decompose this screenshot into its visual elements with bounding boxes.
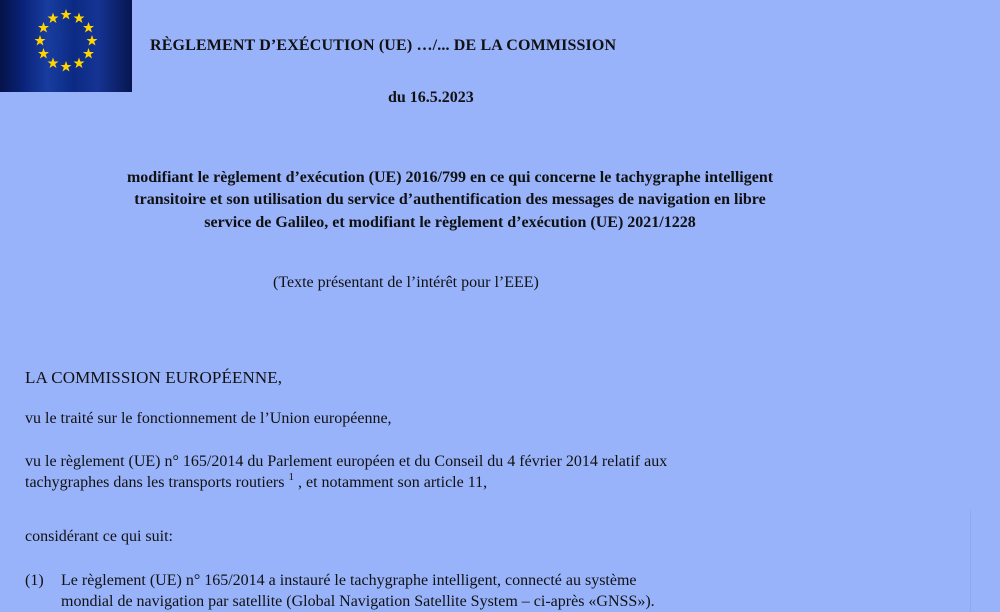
document-date: du 16.5.2023 [388,89,474,106]
footnote-marker: 1 [288,471,294,484]
recital-line-2: mondial de navigation par satellite (Global Navigation Satellite System – ci-après «GNSS»). [61,593,655,611]
document-subtitle [35,145,865,234]
recital-number: (1) [25,572,44,589]
regulation-line-2-prefix: tachygraphes dans les transports routiers [25,474,285,492]
regulation-line-2 [25,472,870,493]
treaty-reference: vu le traité sur le fonctionnement de l’Union européenne, [25,410,392,427]
commission-heading: LA COMMISSION EUROPÉENNE, [25,368,283,387]
subtitle-line-1: modifiant le règlement d’exécution (UE) 2016/799 en ce qui concerne le tachygraphe intelligent [126,169,774,187]
regulation-line-2-suffix: , et notamment son article 11, [297,474,488,492]
regulation-line-1: vu le règlement (UE) n° 165/2014 du Parlement européen et du Conseil du 4 février 2014 relatif aux [25,453,668,470]
page-edge-shadow [970,510,971,612]
subtitle-line-2: transitoire et son utilisation du service d’authentification des messages de navigation en libre [134,191,766,209]
eu-flag-graphic [0,0,132,92]
recital-text [61,570,841,612]
subtitle-line-3: service de Galileo, et modifiant le règlement d’exécution (UE) 2021/1228 [204,213,696,231]
eea-note: (Texte présentant de l’intérêt pour l’EEE) [273,274,539,291]
eu-flag-icon [0,0,132,92]
considering-heading: considérant ce qui suit: [25,528,173,545]
recital-line-1: Le règlement (UE) n° 165/2014 a instauré le tachygraphe intelligent, connecté au système [61,572,637,589]
document-title: RÈGLEMENT D’EXÉCUTION (UE) …/... DE LA COMMISSION [150,37,617,54]
regulation-reference [25,451,870,494]
